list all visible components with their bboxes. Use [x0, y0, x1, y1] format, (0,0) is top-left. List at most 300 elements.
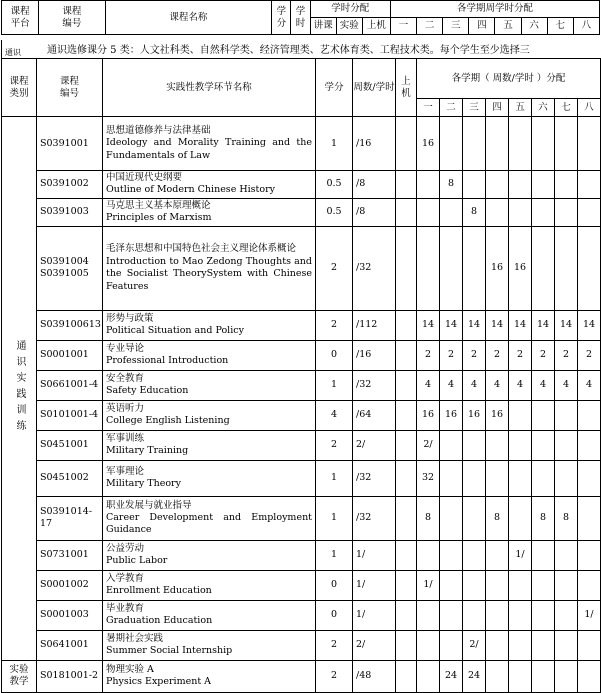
semester-2-cell — [440, 600, 463, 630]
weeks-hours-cell: /32 — [353, 460, 396, 496]
semester-3-header: 三 — [463, 99, 486, 117]
course-name — [103, 570, 316, 600]
semester-5-cell: 4 — [509, 370, 532, 400]
semester-2-cell: 14 — [440, 310, 463, 340]
semester-8-cell — [578, 660, 601, 692]
computer-cell — [396, 570, 417, 600]
computer-cell — [396, 660, 417, 692]
course-code — [37, 310, 103, 340]
course-name-en: Outline of Modern Chinese History — [106, 184, 275, 196]
semester-7-cell: 14 — [555, 310, 578, 340]
semester-8-cell: 2 — [578, 340, 601, 370]
computer-cell — [396, 400, 417, 430]
credit-cell: 1 — [316, 117, 353, 171]
course-name-en: Summer Social Internship — [106, 645, 233, 657]
semester-8-cell: 14 — [578, 310, 601, 340]
semester-3-cell: 24 — [463, 660, 486, 692]
category-lab-cell — [2, 660, 37, 692]
semester-5-cell — [509, 600, 532, 630]
credit-cell: 2 — [316, 226, 353, 310]
semester-6-cell — [532, 540, 555, 570]
semester-2-cell — [440, 630, 463, 660]
table-row — [2, 370, 601, 400]
course-code-line: S0661001-4 — [40, 379, 99, 391]
semester-3-cell: 14 — [463, 310, 486, 340]
computer-header: 上机 — [362, 18, 390, 35]
course-name — [103, 630, 316, 660]
semester-2-cell — [440, 430, 463, 460]
semester-4-cell — [486, 630, 509, 660]
credit-cell: 2 — [316, 660, 353, 692]
course-name — [103, 496, 316, 540]
semester-1-cell: 2 — [417, 340, 440, 370]
top-hours-header: 学 时 — [291, 1, 310, 35]
semester-8-cell — [578, 570, 601, 600]
course-name-cn: 入学教育 — [106, 572, 145, 584]
course-code — [37, 400, 103, 430]
semester-4-cell — [486, 660, 509, 692]
semester-7-cell — [555, 630, 578, 660]
semester-4-cell: 8 — [486, 496, 509, 540]
semester-6-cell — [532, 117, 555, 171]
semester-5-cell — [509, 430, 532, 460]
semester-4-header: 四 — [486, 99, 509, 117]
top-semester-dist-header: 各学期周学时分配 — [390, 1, 599, 18]
course-code — [37, 340, 103, 370]
experiment-header: 实验 — [336, 18, 362, 35]
course-name-en: Graduation Education — [106, 615, 213, 627]
category-general-cell — [2, 117, 37, 661]
code-header: 课程 编号 — [37, 59, 103, 117]
semester-3-cell: 16 — [463, 400, 486, 430]
course-code — [37, 226, 103, 310]
semester-2-cell — [440, 540, 463, 570]
semester-7-cell — [555, 430, 578, 460]
top-header-table — [1, 0, 600, 35]
semester-1-cell: 2/ — [417, 430, 440, 460]
semester-3-cell: 4 — [463, 370, 486, 400]
semester-2-cell: 4 — [440, 370, 463, 400]
table-row — [2, 570, 601, 600]
semester-3-cell: 8 — [463, 198, 486, 226]
table-row — [2, 430, 601, 460]
course-name — [103, 226, 316, 310]
table-row — [2, 340, 601, 370]
course-code-line: S0101001-4 — [40, 409, 99, 421]
course-code-line: S0391002 — [40, 178, 89, 190]
computer-cell — [396, 171, 417, 199]
course-name — [103, 171, 316, 199]
credit-cell: 1 — [316, 540, 353, 570]
credit-cell: 0 — [316, 600, 353, 630]
course-name-en: Professional Introduction — [106, 355, 229, 367]
table-row — [2, 460, 601, 496]
course-name-en: Military Training — [106, 445, 189, 457]
course-name — [103, 400, 316, 430]
semester-8-cell — [578, 400, 601, 430]
semester-3-cell: 2/ — [463, 630, 486, 660]
semester-1-cell: 4 — [417, 370, 440, 400]
category-lab-label: 教学 — [9, 676, 29, 688]
name-header: 实践性教学环节名称 — [103, 59, 316, 117]
weeks-hours-cell: 1/ — [353, 600, 396, 630]
semester-5-header: 五 — [509, 99, 532, 117]
course-name-en: Physics Experiment A — [106, 676, 212, 688]
course-code — [37, 630, 103, 660]
semester-4-cell: 14 — [486, 310, 509, 340]
elective-note — [1, 40, 601, 58]
weeks-hours-cell: /32 — [353, 226, 396, 310]
semester-3-cell: 2 — [463, 340, 486, 370]
table-row — [2, 540, 601, 570]
weeks-hours-cell: /112 — [353, 310, 396, 340]
semester-1-header: 一 — [417, 99, 440, 117]
lecture-header: 讲课 — [310, 18, 336, 35]
category-general-label: 通识实践训练 — [14, 340, 25, 437]
semester-4-cell — [486, 570, 509, 600]
credit-cell: 2 — [316, 630, 353, 660]
semester-2-cell: 2 — [440, 340, 463, 370]
computer-col-header: 上 机 — [396, 59, 417, 117]
computer-cell — [396, 340, 417, 370]
top-semester-6: 六 — [521, 18, 547, 35]
course-code-line: S0451001 — [40, 439, 89, 451]
category-lab-label: 实验 — [9, 664, 29, 676]
weeks-hours-cell: /32 — [353, 370, 396, 400]
semester-5-cell: 2 — [509, 340, 532, 370]
course-name — [103, 370, 316, 400]
semester-6-header: 六 — [532, 99, 555, 117]
course-name — [103, 660, 316, 692]
course-name-cn: 专业导论 — [106, 342, 145, 354]
course-code — [37, 600, 103, 630]
semester-1-cell — [417, 630, 440, 660]
course-name — [103, 460, 316, 496]
course-name-cn: 暑期社会实践 — [106, 632, 164, 644]
top-semester-2: 二 — [417, 18, 443, 35]
semester-1-cell — [417, 198, 440, 226]
course-name-cn: 中国近现代史纲要 — [106, 172, 183, 183]
table-row — [2, 310, 601, 340]
course-code — [37, 430, 103, 460]
course-name — [103, 198, 316, 226]
computer-cell — [396, 630, 417, 660]
top-platform-header: 课程 平台 — [2, 1, 39, 35]
semester-5-cell — [509, 117, 532, 171]
semester-1-cell: 8 — [417, 496, 440, 540]
course-name-cn: 毛泽东思想和中国特色社会主义理论体系概论 — [106, 243, 297, 255]
note-cut-label: 通识 — [5, 48, 21, 57]
weeks-hours-header: 周数/学时 — [353, 59, 396, 117]
course-code — [37, 540, 103, 570]
semester-5-cell — [509, 460, 532, 496]
credit-cell: 1 — [316, 370, 353, 400]
semester-3-cell — [463, 496, 486, 540]
semester-7-cell — [555, 226, 578, 310]
semester-7-cell — [555, 198, 578, 226]
semester-2-header: 二 — [440, 99, 463, 117]
top-name-header: 课程名称 — [105, 1, 272, 35]
course-code-line: S0391003 — [40, 206, 89, 218]
credit-cell: 0 — [316, 340, 353, 370]
semester-6-cell — [532, 400, 555, 430]
semester-7-cell — [555, 117, 578, 171]
course-name-cn: 军事训练 — [106, 432, 145, 444]
semester-4-cell — [486, 117, 509, 171]
semester-1-cell — [417, 660, 440, 692]
semester-4-cell: 2 — [486, 340, 509, 370]
computer-cell — [396, 226, 417, 310]
course-code — [37, 570, 103, 600]
semester-4-cell — [486, 460, 509, 496]
semester-1-cell: 32 — [417, 460, 440, 496]
semester-4-cell — [486, 198, 509, 226]
course-code-line: S0001001 — [40, 349, 89, 361]
semester-6-cell — [532, 600, 555, 630]
table-row — [2, 660, 601, 692]
weeks-hours-cell: /48 — [353, 660, 396, 692]
semester-dist-header: 各学期（ 周数/学时 ）分配 — [417, 59, 601, 99]
semester-5-cell — [509, 496, 532, 540]
course-code-line: S0641001 — [40, 639, 89, 651]
computer-cell — [396, 496, 417, 540]
course-name-en: Public Labor — [106, 555, 168, 567]
semester-6-cell — [532, 630, 555, 660]
course-name-en: Enrollment Education — [106, 585, 212, 597]
semester-8-cell — [578, 117, 601, 171]
semester-7-cell: 8 — [555, 496, 578, 540]
semester-1-cell — [417, 540, 440, 570]
top-semester-3: 三 — [443, 18, 469, 35]
table-row — [2, 171, 601, 199]
computer-cell — [396, 600, 417, 630]
semester-6-cell: 2 — [532, 340, 555, 370]
semester-4-cell: 16 — [486, 226, 509, 310]
course-name-cn: 思想道德修养与法律基础 — [106, 124, 211, 136]
semester-8-cell — [578, 171, 601, 199]
course-name-cn: 职业发展与就业指导 — [106, 499, 192, 511]
semester-8-cell — [578, 540, 601, 570]
semester-8-cell: 1/ — [578, 600, 601, 630]
course-code-line: S0451002 — [40, 472, 89, 484]
course-code — [37, 198, 103, 226]
course-name-cn: 安全教育 — [106, 372, 145, 384]
semester-6-cell — [532, 198, 555, 226]
top-semester-8: 八 — [573, 18, 599, 35]
semester-3-cell — [463, 600, 486, 630]
course-name-cn: 英语听力 — [106, 402, 145, 414]
course-name — [103, 600, 316, 630]
course-name — [103, 117, 316, 171]
course-name-en: Ideology and Morality Training and the Fundamentals of Law — [106, 137, 312, 161]
semester-2-cell — [440, 496, 463, 540]
computer-cell — [396, 370, 417, 400]
computer-cell — [396, 198, 417, 226]
semester-8-cell — [578, 630, 601, 660]
semester-2-cell: 8 — [440, 171, 463, 199]
credit-cell: 0.5 — [316, 171, 353, 199]
semester-8-cell — [578, 198, 601, 226]
semester-7-cell — [555, 540, 578, 570]
semester-6-cell — [532, 660, 555, 692]
weeks-hours-cell: /64 — [353, 400, 396, 430]
course-code-line: S0731001 — [40, 549, 89, 561]
weeks-hours-cell: /16 — [353, 340, 396, 370]
table-row — [2, 496, 601, 540]
course-code-line: S0391004 — [40, 256, 89, 268]
semester-2-cell — [440, 570, 463, 600]
semester-7-cell: 4 — [555, 370, 578, 400]
credit-cell: 2 — [316, 310, 353, 340]
top-semester-7: 七 — [547, 18, 573, 35]
semester-5-cell — [509, 570, 532, 600]
semester-2-cell: 24 — [440, 660, 463, 692]
semester-3-cell — [463, 226, 486, 310]
course-name-cn: 形势与政策 — [106, 312, 154, 324]
course-name-cn: 公益劳动 — [106, 542, 145, 554]
course-name-cn: 毕业教育 — [106, 602, 145, 614]
top-hour-dist-header: 学时分配 — [310, 1, 390, 18]
table-row — [2, 226, 601, 310]
course-name — [103, 540, 316, 570]
semester-4-cell: 16 — [486, 400, 509, 430]
semester-1-cell — [417, 600, 440, 630]
semester-3-cell — [463, 540, 486, 570]
semester-8-cell — [578, 430, 601, 460]
top-semester-5: 五 — [495, 18, 521, 35]
table-row — [2, 630, 601, 660]
semester-5-cell — [509, 171, 532, 199]
table-row — [2, 117, 601, 171]
credit-header: 学分 — [316, 59, 353, 117]
semester-4-cell: 4 — [486, 370, 509, 400]
semester-5-cell: 14 — [509, 310, 532, 340]
course-name-cn: 马克思主义基本原理概论 — [106, 199, 211, 211]
note-text: 通识选修课分 5 类：人文社科类、自然科学类、经济管理类、艺术体育类、工程技术类。每个学生至少选择三 — [47, 45, 530, 56]
computer-cell — [396, 430, 417, 460]
semester-7-cell — [555, 400, 578, 430]
course-code — [37, 496, 103, 540]
semester-2-cell: 16 — [440, 400, 463, 430]
course-code — [37, 370, 103, 400]
course-code-line: S0001003 — [40, 609, 89, 621]
credit-cell: 1 — [316, 496, 353, 540]
course-name-en: Career Development and Employment Guidance — [106, 511, 312, 536]
top-credit-header: 学 分 — [272, 1, 291, 35]
semester-4-cell — [486, 600, 509, 630]
semester-4-cell — [486, 430, 509, 460]
computer-cell — [396, 310, 417, 340]
weeks-hours-cell: 1/ — [353, 570, 396, 600]
semester-6-cell: 4 — [532, 370, 555, 400]
credit-cell: 4 — [316, 400, 353, 430]
semester-2-cell — [440, 460, 463, 496]
course-name — [103, 310, 316, 340]
semester-6-cell: 8 — [532, 496, 555, 540]
course-code-line: S0181001-2 — [40, 670, 99, 682]
semester-5-cell: 16 — [509, 226, 532, 310]
semester-1-cell: 1/ — [417, 570, 440, 600]
semester-8-cell: 4 — [578, 370, 601, 400]
weeks-hours-cell: 1/ — [353, 540, 396, 570]
course-code-line: S0391005 — [40, 268, 89, 280]
semester-6-cell: 14 — [532, 310, 555, 340]
semester-8-cell — [578, 460, 601, 496]
semester-7-cell: 2 — [555, 340, 578, 370]
course-name — [103, 340, 316, 370]
semester-6-cell — [532, 460, 555, 496]
semester-1-cell: 16 — [417, 400, 440, 430]
course-code — [37, 660, 103, 692]
semester-1-cell: 16 — [417, 117, 440, 171]
semester-5-cell — [509, 660, 532, 692]
course-code-line: S039100613 — [40, 319, 101, 331]
top-semester-4: 四 — [469, 18, 495, 35]
semester-1-cell: 14 — [417, 310, 440, 340]
course-name-cn: 军事理论 — [106, 465, 145, 477]
credit-cell: 1 — [316, 460, 353, 496]
semester-1-cell — [417, 226, 440, 310]
course-code — [37, 460, 103, 496]
course-code — [37, 117, 103, 171]
semester-7-cell — [555, 570, 578, 600]
course-code-line: S0001002 — [40, 579, 89, 591]
computer-cell — [396, 117, 417, 171]
course-name-en: Principles of Marxism — [106, 212, 212, 224]
top-code-header: 课程 编号 — [39, 1, 105, 35]
semester-5-cell: 1/ — [509, 540, 532, 570]
credit-cell: 2 — [316, 430, 353, 460]
course-name-en: Military Theory — [106, 478, 181, 490]
top-semester-1: 一 — [390, 18, 416, 35]
semester-6-cell — [532, 570, 555, 600]
semester-3-cell — [463, 460, 486, 496]
weeks-hours-cell: /8 — [353, 198, 396, 226]
semester-4-cell — [486, 540, 509, 570]
semester-6-cell — [532, 430, 555, 460]
category-header: 课程 类别 — [2, 59, 37, 117]
course-name-en: Introduction to Mao Zedong Thoughts and the Socialist TheorySystem with Chinese Features — [106, 255, 312, 292]
semester-8-cell — [578, 496, 601, 540]
credit-cell: 0 — [316, 570, 353, 600]
semester-3-cell — [463, 430, 486, 460]
table-row — [2, 400, 601, 430]
table-row — [2, 198, 601, 226]
semester-6-cell — [532, 171, 555, 199]
semester-8-cell — [578, 226, 601, 310]
weeks-hours-cell: /32 — [353, 496, 396, 540]
weeks-hours-cell: /8 — [353, 171, 396, 199]
course-code — [37, 171, 103, 199]
course-name-en: College English Listening — [106, 415, 230, 427]
course-code-line: S0391014-17 — [40, 506, 93, 530]
course-name-en: Safety Education — [106, 385, 189, 397]
course-name — [103, 430, 316, 460]
semester-4-cell — [486, 171, 509, 199]
semester-5-cell — [509, 400, 532, 430]
semester-8-header: 八 — [578, 99, 601, 117]
semester-7-header: 七 — [555, 99, 578, 117]
semester-5-cell — [509, 630, 532, 660]
course-name-cn: 物理实验 A — [106, 663, 154, 675]
weeks-hours-cell: 2/ — [353, 430, 396, 460]
practice-table — [1, 58, 601, 693]
credit-cell: 0.5 — [316, 198, 353, 226]
semester-7-cell — [555, 460, 578, 496]
semester-6-cell — [532, 226, 555, 310]
weeks-hours-cell: /16 — [353, 117, 396, 171]
course-name-en: Political Situation and Policy — [106, 325, 244, 337]
